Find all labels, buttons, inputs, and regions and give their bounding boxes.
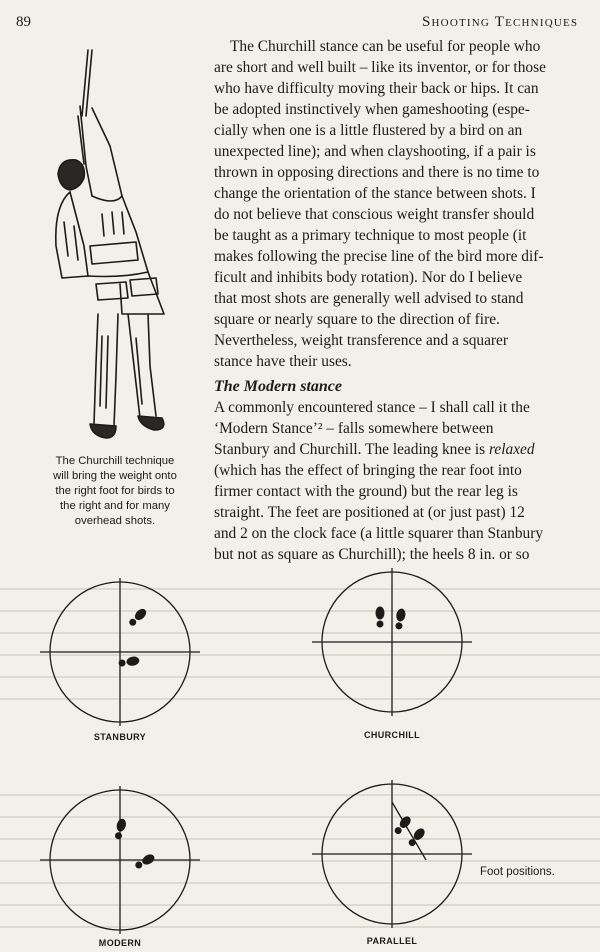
text-line: ficult and inhibits body rotation). Nor do I believe (214, 269, 523, 286)
caption-line: the right foot for birds to (55, 485, 175, 497)
text-line: (which has the effect of bringing the rear foot into (214, 462, 522, 479)
foot-positions-caption: Foot positions. (480, 866, 555, 878)
text-line: thrown in opposing directions and there is no time to (214, 164, 540, 181)
caption-line: The Churchill technique (55, 455, 175, 467)
running-head: Shooting Techniques (422, 14, 579, 30)
caption-line: the right and for many (60, 500, 170, 512)
text-line: change the orientation of the stance between shots. I (214, 185, 536, 202)
text-line: Stanbury and Churchill. The leading knee is relaxed (214, 441, 535, 458)
section-heading: The Modern stance (214, 378, 342, 395)
text-line: A commonly encountered stance – I shall call it the (214, 399, 530, 416)
figure-caption (30, 454, 200, 529)
text-line: ‘Modern Stance’² – falls somewhere between (214, 420, 494, 437)
parallel-foot-diagram (312, 780, 472, 928)
modern-foot-diagram (40, 786, 200, 934)
text-line: The Churchill stance can be useful for people who (230, 38, 541, 55)
text-line: makes following the precise line of the bird more dif- (214, 248, 544, 265)
stanbury-foot-diagram (40, 578, 200, 726)
churchill-foot-diagram (312, 568, 472, 716)
page-number: 89 (16, 14, 31, 30)
text-line: be adopted instinctively when gameshooting (espe- (214, 101, 530, 118)
text-line: and 2 on the clock face (a little squarer than Stanbury (214, 525, 544, 542)
text-line: be taught as a primary technique to most people (it (214, 227, 527, 244)
text-line: firmer contact with the ground) but the rear leg is (214, 483, 518, 500)
text-line: straight. The feet are positioned at (or just past) 12 (214, 504, 525, 521)
text-line: do not believe that conscious weight transfer should (214, 206, 535, 223)
caption-line: overhead shots. (74, 515, 156, 527)
diagram-label-modern: MODERN (98, 938, 142, 948)
text-line: square or nearly square to the direction of fire. (214, 311, 500, 328)
diagram-label-churchill: CHURCHILL (363, 730, 421, 740)
caption-line: will bring the weight onto (53, 470, 177, 482)
diagram-label-parallel: PARALLEL (366, 936, 418, 946)
diagram-label-stanbury: STANBURY (93, 732, 147, 742)
text-line: are short and well built – like its inventor, or for those (214, 59, 546, 76)
text-line: unexpected line); and when clayshooting, if a pair is (214, 143, 536, 160)
text-line: cially when one is a little flustered by a bird on an (214, 122, 523, 139)
shooter-illustration (30, 46, 180, 446)
text-line: that most shots are generally well advised to stand (214, 290, 524, 307)
text-line: Nevertheless, weight transference and a squarer (214, 332, 508, 349)
text-line: but not as square as Churchill); the heels 8 in. or so (214, 546, 530, 563)
text-line: who have difficulty moving their back or hips. It can (214, 80, 539, 97)
text-line: stance have their uses. (214, 353, 352, 370)
emphasis-relaxed: relaxed (488, 441, 535, 458)
